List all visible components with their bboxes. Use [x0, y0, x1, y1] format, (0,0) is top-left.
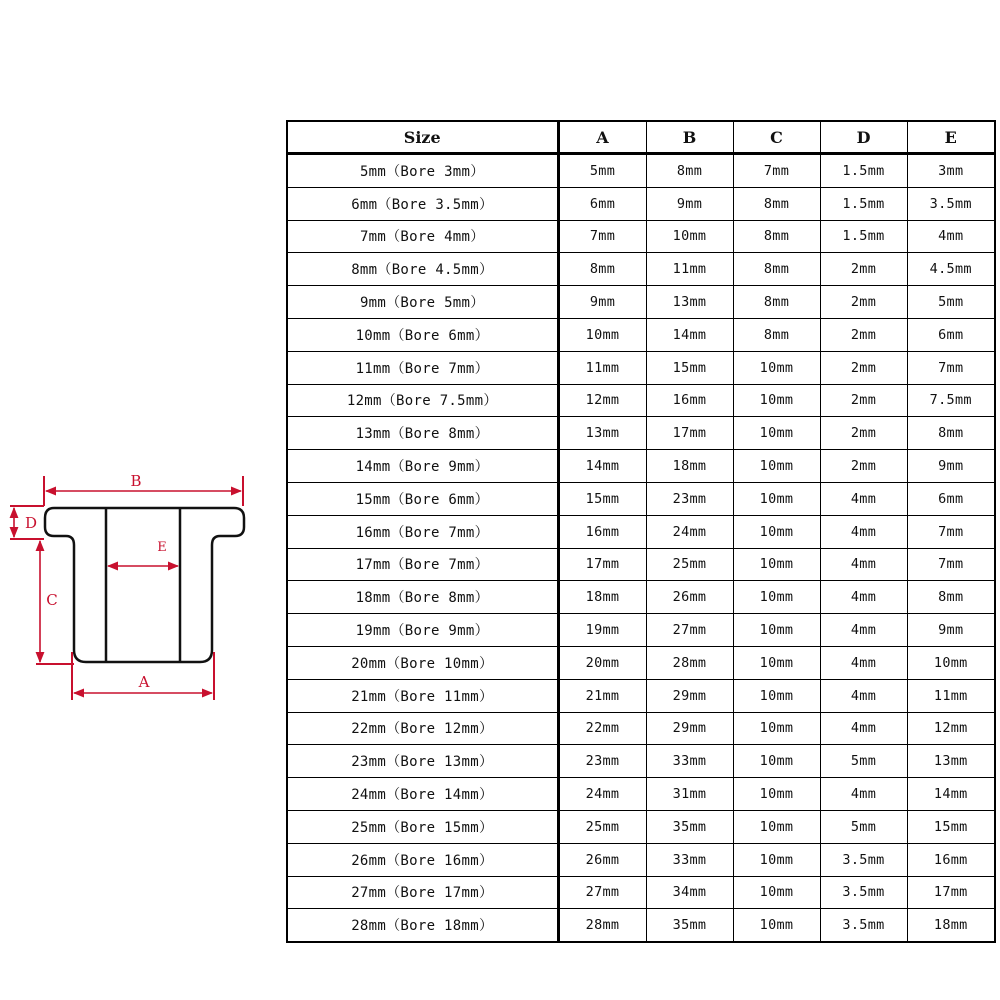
cell-a: 5mm — [558, 154, 646, 188]
cell-d: 2mm — [820, 450, 907, 483]
cell-d: 1.5mm — [820, 187, 907, 220]
label-b: B — [130, 472, 142, 490]
table-row — [287, 253, 995, 286]
cell-b: 29mm — [646, 679, 733, 712]
cell-e: 8mm — [907, 581, 995, 614]
table-row — [287, 417, 995, 450]
cell-d: 2mm — [820, 286, 907, 319]
cell-e: 7.5mm — [907, 384, 995, 417]
cell-e: 9mm — [907, 614, 995, 647]
cell-a: 21mm — [558, 679, 646, 712]
cell-b: 16mm — [646, 384, 733, 417]
cell-size: 17mm（Bore 7mm） — [287, 548, 558, 581]
cell-b: 9mm — [646, 187, 733, 220]
cell-size: 27mm（Bore 17mm） — [287, 876, 558, 909]
cell-a: 20mm — [558, 646, 646, 679]
cell-a: 22mm — [558, 712, 646, 745]
cell-e: 10mm — [907, 646, 995, 679]
cell-a: 8mm — [558, 253, 646, 286]
cell-a: 23mm — [558, 745, 646, 778]
cell-c: 10mm — [733, 876, 820, 909]
cell-b: 31mm — [646, 778, 733, 811]
cell-d: 4mm — [820, 515, 907, 548]
cell-c: 10mm — [733, 712, 820, 745]
cell-size: 24mm（Bore 14mm） — [287, 778, 558, 811]
dimension-b — [44, 472, 243, 506]
cell-c: 10mm — [733, 909, 820, 942]
cell-c: 10mm — [733, 614, 820, 647]
cell-size: 23mm（Bore 13mm） — [287, 745, 558, 778]
cell-c: 8mm — [733, 253, 820, 286]
table-row — [287, 154, 995, 188]
cell-c: 8mm — [733, 318, 820, 351]
bushing-outline — [45, 508, 244, 662]
table-row — [287, 745, 995, 778]
cell-a: 6mm — [558, 187, 646, 220]
cell-a: 7mm — [558, 220, 646, 253]
cell-e: 7mm — [907, 515, 995, 548]
cell-e: 3mm — [907, 154, 995, 188]
cell-d: 2mm — [820, 318, 907, 351]
label-c: C — [46, 591, 58, 609]
cell-a: 17mm — [558, 548, 646, 581]
cell-c: 10mm — [733, 515, 820, 548]
cell-size: 28mm（Bore 18mm） — [287, 909, 558, 942]
cell-d: 4mm — [820, 712, 907, 745]
cell-a: 25mm — [558, 810, 646, 843]
table-row — [287, 810, 995, 843]
cell-a: 27mm — [558, 876, 646, 909]
cell-d: 2mm — [820, 351, 907, 384]
cell-b: 10mm — [646, 220, 733, 253]
cell-d: 4mm — [820, 614, 907, 647]
table-row — [287, 581, 995, 614]
header-a: A — [558, 121, 646, 154]
cell-d: 4mm — [820, 482, 907, 515]
header-b: B — [646, 121, 733, 154]
cell-size: 7mm（Bore 4mm） — [287, 220, 558, 253]
cell-d: 3.5mm — [820, 909, 907, 942]
cell-c: 10mm — [733, 745, 820, 778]
cell-d: 3.5mm — [820, 843, 907, 876]
cell-b: 27mm — [646, 614, 733, 647]
cell-size: 11mm（Bore 7mm） — [287, 351, 558, 384]
cell-e: 4.5mm — [907, 253, 995, 286]
table-body — [287, 154, 995, 943]
cell-d: 1.5mm — [820, 154, 907, 188]
cell-c: 7mm — [733, 154, 820, 188]
cell-size: 12mm（Bore 7.5mm） — [287, 384, 558, 417]
table-row — [287, 220, 995, 253]
cell-b: 33mm — [646, 843, 733, 876]
cell-d: 5mm — [820, 745, 907, 778]
cell-size: 20mm（Bore 10mm） — [287, 646, 558, 679]
cell-d: 2mm — [820, 384, 907, 417]
cell-a: 28mm — [558, 909, 646, 942]
cell-b: 17mm — [646, 417, 733, 450]
table-row — [287, 778, 995, 811]
cell-e: 11mm — [907, 679, 995, 712]
dimension-c — [36, 541, 74, 664]
cell-e: 13mm — [907, 745, 995, 778]
cell-e: 14mm — [907, 778, 995, 811]
cell-d: 3.5mm — [820, 876, 907, 909]
table-row — [287, 286, 995, 319]
cell-d: 4mm — [820, 679, 907, 712]
cell-size: 16mm（Bore 7mm） — [287, 515, 558, 548]
cell-d: 5mm — [820, 810, 907, 843]
cell-size: 15mm（Bore 6mm） — [287, 482, 558, 515]
cell-size: 6mm（Bore 3.5mm） — [287, 187, 558, 220]
cell-d: 2mm — [820, 253, 907, 286]
cell-a: 10mm — [558, 318, 646, 351]
cell-c: 10mm — [733, 450, 820, 483]
cell-e: 15mm — [907, 810, 995, 843]
table-row — [287, 646, 995, 679]
cell-c: 8mm — [733, 187, 820, 220]
label-d: D — [24, 514, 38, 532]
cell-b: 35mm — [646, 810, 733, 843]
cell-d: 2mm — [820, 417, 907, 450]
table-row — [287, 909, 995, 942]
table-row — [287, 843, 995, 876]
table-row — [287, 548, 995, 581]
cell-e: 7mm — [907, 548, 995, 581]
cell-size: 22mm（Bore 12mm） — [287, 712, 558, 745]
cell-size: 13mm（Bore 8mm） — [287, 417, 558, 450]
cell-a: 24mm — [558, 778, 646, 811]
cell-e: 4mm — [907, 220, 995, 253]
cell-b: 34mm — [646, 876, 733, 909]
header-e: E — [907, 121, 995, 154]
cell-b: 33mm — [646, 745, 733, 778]
cell-e: 5mm — [907, 286, 995, 319]
label-a: A — [138, 673, 150, 691]
cell-a: 15mm — [558, 482, 646, 515]
cell-size: 9mm（Bore 5mm） — [287, 286, 558, 319]
table-row — [287, 482, 995, 515]
table-row — [287, 679, 995, 712]
table-row — [287, 318, 995, 351]
cell-c: 10mm — [733, 351, 820, 384]
cell-c: 8mm — [733, 220, 820, 253]
cell-c: 10mm — [733, 581, 820, 614]
cell-size: 21mm（Bore 11mm） — [287, 679, 558, 712]
cell-b: 15mm — [646, 351, 733, 384]
cell-c: 10mm — [733, 810, 820, 843]
cell-b: 23mm — [646, 482, 733, 515]
cell-d: 4mm — [820, 581, 907, 614]
dimension-d — [10, 506, 44, 539]
table-header-row — [287, 121, 995, 154]
cell-b: 14mm — [646, 318, 733, 351]
cell-b: 11mm — [646, 253, 733, 286]
cell-c: 10mm — [733, 482, 820, 515]
label-e: E — [157, 540, 167, 555]
cell-b: 29mm — [646, 712, 733, 745]
cell-e: 17mm — [907, 876, 995, 909]
cell-e: 8mm — [907, 417, 995, 450]
table-row — [287, 187, 995, 220]
cell-size: 26mm（Bore 16mm） — [287, 843, 558, 876]
cell-b: 35mm — [646, 909, 733, 942]
header-size: Size — [287, 121, 558, 154]
cell-d: 4mm — [820, 646, 907, 679]
cell-a: 18mm — [558, 581, 646, 614]
cell-a: 19mm — [558, 614, 646, 647]
cell-d: 4mm — [820, 778, 907, 811]
cell-size: 25mm（Bore 15mm） — [287, 810, 558, 843]
cell-e: 9mm — [907, 450, 995, 483]
cell-c: 10mm — [733, 843, 820, 876]
cell-e: 3.5mm — [907, 187, 995, 220]
cell-a: 26mm — [558, 843, 646, 876]
cell-c: 10mm — [733, 679, 820, 712]
cell-b: 26mm — [646, 581, 733, 614]
bushing-dimension-diagram — [0, 0, 260, 1000]
cell-b: 24mm — [646, 515, 733, 548]
cell-size: 18mm（Bore 8mm） — [287, 581, 558, 614]
cell-b: 28mm — [646, 646, 733, 679]
cell-e: 6mm — [907, 318, 995, 351]
cell-a: 13mm — [558, 417, 646, 450]
cell-c: 10mm — [733, 384, 820, 417]
header-d: D — [820, 121, 907, 154]
cell-c: 10mm — [733, 778, 820, 811]
table-row — [287, 450, 995, 483]
cell-e: 12mm — [907, 712, 995, 745]
cell-size: 10mm（Bore 6mm） — [287, 318, 558, 351]
cell-e: 18mm — [907, 909, 995, 942]
cell-size: 19mm（Bore 9mm） — [287, 614, 558, 647]
size-spec-table — [286, 120, 996, 943]
table-row — [287, 351, 995, 384]
cell-d: 4mm — [820, 548, 907, 581]
cell-c: 10mm — [733, 548, 820, 581]
cell-b: 8mm — [646, 154, 733, 188]
cell-a: 14mm — [558, 450, 646, 483]
cell-d: 1.5mm — [820, 220, 907, 253]
cell-size: 14mm（Bore 9mm） — [287, 450, 558, 483]
cell-b: 25mm — [646, 548, 733, 581]
cell-size: 8mm（Bore 4.5mm） — [287, 253, 558, 286]
table-row — [287, 876, 995, 909]
cell-a: 11mm — [558, 351, 646, 384]
cell-e: 16mm — [907, 843, 995, 876]
cell-c: 8mm — [733, 286, 820, 319]
table-row — [287, 614, 995, 647]
header-c: C — [733, 121, 820, 154]
table-row — [287, 712, 995, 745]
cell-e: 6mm — [907, 482, 995, 515]
cell-size: 5mm（Bore 3mm） — [287, 154, 558, 188]
cell-e: 7mm — [907, 351, 995, 384]
cell-b: 18mm — [646, 450, 733, 483]
cell-a: 9mm — [558, 286, 646, 319]
cell-b: 13mm — [646, 286, 733, 319]
cell-c: 10mm — [733, 417, 820, 450]
cell-a: 16mm — [558, 515, 646, 548]
cell-c: 10mm — [733, 646, 820, 679]
table-row — [287, 515, 995, 548]
table-row — [287, 384, 995, 417]
cell-a: 12mm — [558, 384, 646, 417]
